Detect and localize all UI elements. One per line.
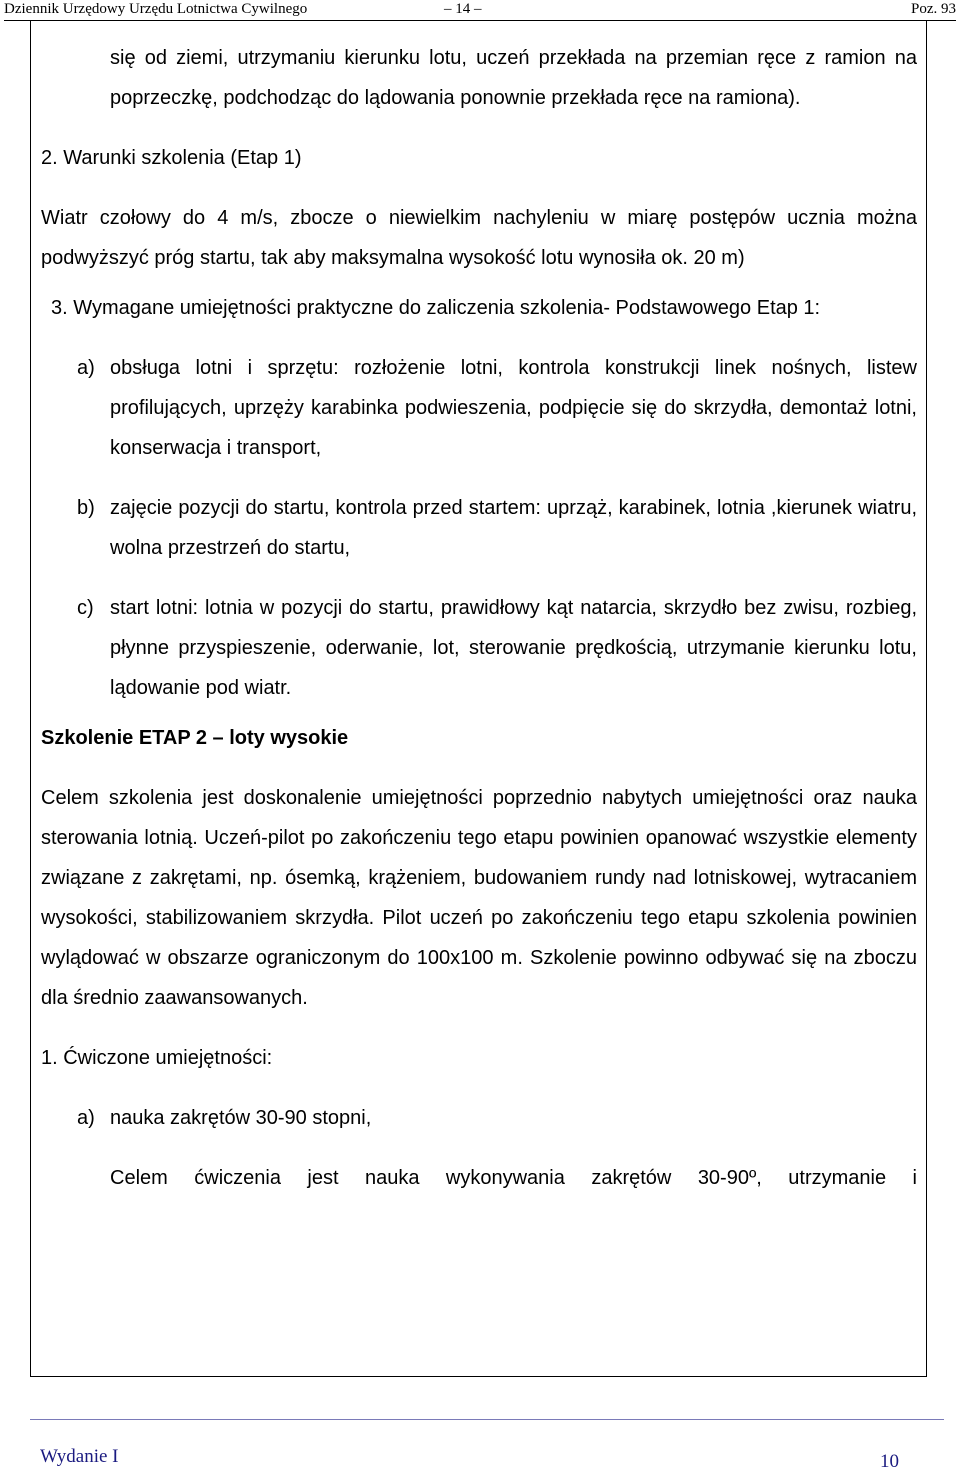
footer-divider: [30, 1419, 944, 1420]
last-paragraph: Celem ćwiczenia jest nauka wykonywania zakrętów 30-90º, utrzymanie i: [110, 1167, 917, 1189]
list-item-text: nauka zakrętów 30-90 stopni,: [110, 1107, 372, 1129]
etap2-heading: Szkolenie ETAP 2 – loty wysokie: [41, 727, 349, 749]
list-item: [41, 588, 917, 708]
etap2-paragraph: Celem szkolenia jest doskonalenie umiejętności poprzednio nabytych umiejętności oraz nauka sterowania lotnią. Uczeń-pilot po zakończeniu tego etapu powinien opanować wszystkie elementy związane z zakrętami, np. ósemką, krążeniem, budowaniem rundy nad lotniskowej, wytracaniem wysokości, stabilizowaniem skrzydła. Pilot uczeń po zakończeniu tego etapu szkolenia powinien wylądować w obszarze ograniczonym do 100x100 m. Szkolenie powinno odbywać się na zboczu dla średnio zaawansowanych.: [41, 787, 917, 1009]
position-number: Poz. 93: [911, 1, 956, 17]
continuation-paragraph: się od ziemi, utrzymaniu kierunku lotu, uczeń przekłada na przemian ręce z ramion na poprzeczkę, podchodząc do lądowania ponownie przekłada ręce na ramiona).: [110, 47, 917, 109]
list-item-label: a): [77, 357, 95, 379]
page-number-header: – 14 –: [444, 1, 482, 17]
journal-title: Dziennik Urzędowy Urzędu Lotnictwa Cywilnego: [4, 1, 308, 17]
edition-label: Wydanie I: [40, 1446, 119, 1467]
list-item: [41, 348, 917, 468]
list-item: [41, 1098, 917, 1138]
list-item-label: a): [77, 1107, 95, 1129]
section-3-text: 3. Wymagane umiejętności praktyczne do zaliczenia szkolenia- Podstawowego Etap 1:: [51, 297, 821, 319]
list-item-label: b): [77, 497, 95, 519]
document-body: [41, 38, 917, 1198]
page-header: [4, 0, 956, 21]
exercises-title: 1. Ćwiczone umiejętności:: [41, 1047, 273, 1069]
list-item-text: start lotni: lotnia w pozycji do startu, prawidłowy kąt natarcia, skrzydło bez zwisu, rozbieg, płynne przyspieszenie, oderwanie, lot, sterowanie prędkością, utrzymanie kierunku lotu, lądowanie pod wiatr.: [110, 597, 917, 699]
section-2-title: 2. Warunki szkolenia (Etap 1): [41, 147, 302, 169]
list-item: [41, 488, 917, 568]
list-item-label: c): [77, 597, 94, 619]
section-2-text: Wiatr czołowy do 4 m/s, zbocze o niewielkim nachyleniu w miarę postępów ucznia można podwyższyć próg startu, tak aby maksymalna wysokość lotu wynosiła ok. 20 m): [41, 207, 917, 269]
list-item-text: obsługa lotni i sprzętu: rozłożenie lotni, kontrola konstrukcji linek nośnych, listew profilujących, uprzęży karabinka podwieszenia, podpięcie się do skrzydła, demontaż lotni, konserwacja i transport,: [110, 357, 917, 459]
list-item-text: zajęcie pozycji do startu, kontrola przed startem: uprząż, karabinek, lotnia ,kierunek wiatru, wolna przestrzeń do startu,: [110, 497, 917, 559]
footer-page-number: 10: [880, 1451, 899, 1472]
